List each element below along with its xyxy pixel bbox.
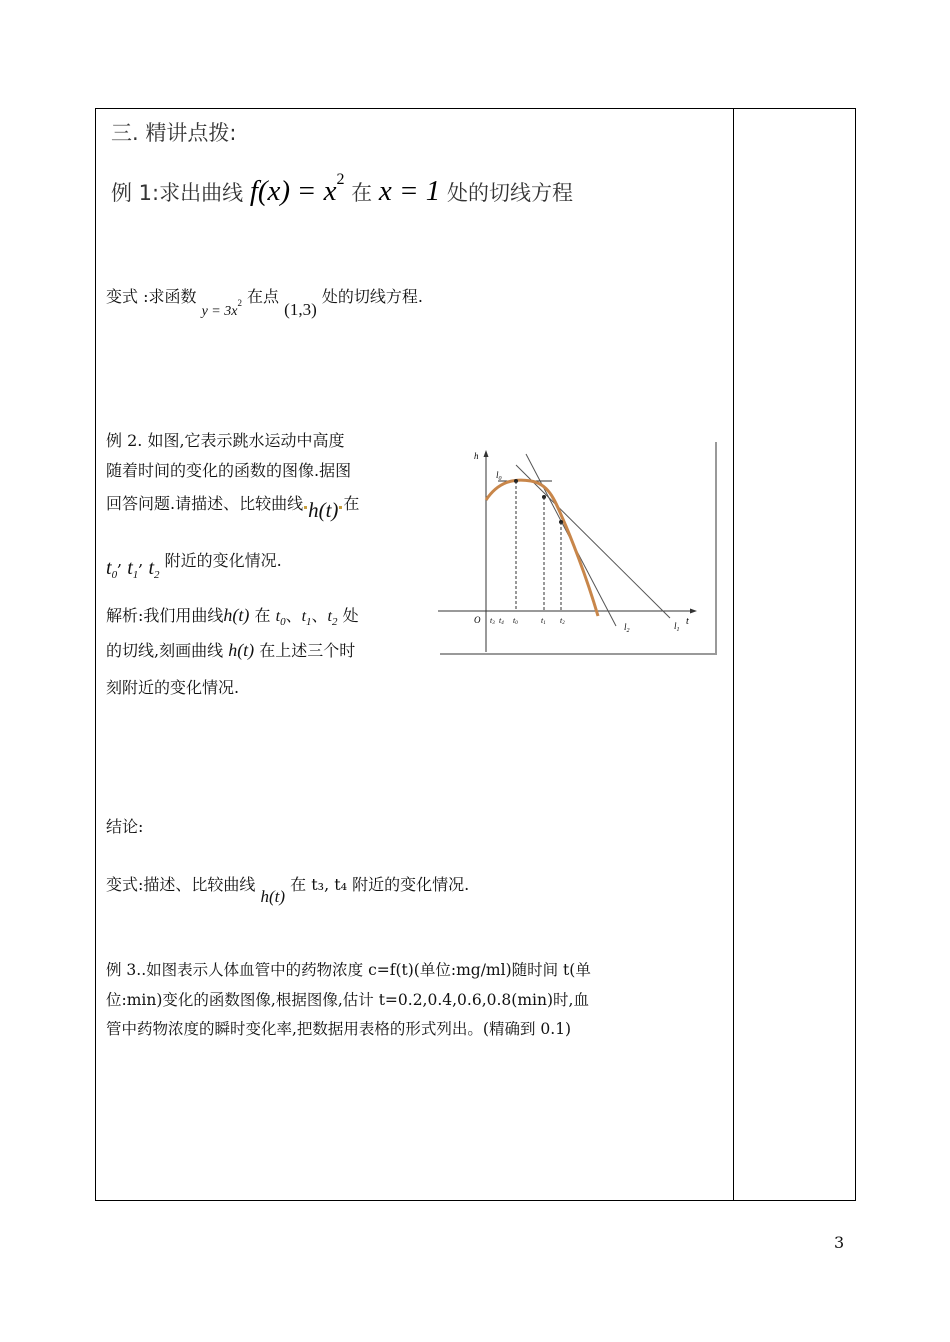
tick-t1 [541, 616, 546, 626]
analysis-sep1: 、 [285, 606, 302, 625]
ex3-line2: 位:min)变化的函数图像,根据图像,估计 t=0.2,0.4,0.6,0.8(min)时,血 [106, 991, 589, 1009]
analysis-sep2: 、 [311, 606, 328, 625]
l2-sub: 2 [626, 628, 630, 634]
ex3-line1: 例 3..如图表示人体血管中的药物浓度 c=f(t)(单位:mg/ml)随时间 t(单 [106, 961, 591, 979]
ex3-line3: 管中药物浓度的瞬时变化率,把数据用表格的形式列出。(精确到 0.1) [106, 1020, 572, 1038]
l1-letter: l [674, 621, 677, 631]
l2-letter: l [624, 622, 627, 632]
analysis-line2-post: 在上述三个时 [259, 641, 356, 660]
ex2-line4: $t_0$, $t_1$, $t_2$ 附近的变化情况. [106, 551, 282, 581]
variant-2 [106, 875, 470, 906]
origin-label: O [474, 615, 481, 625]
notes-cell [734, 108, 856, 1201]
tick-t0-letter: t [513, 616, 516, 625]
conclusion: 结论: [106, 817, 144, 836]
analysis-line2-pre: 的切线,刻画曲线 [106, 641, 224, 660]
variant1-func: y = 3x [201, 304, 238, 319]
h-axis-arrow [484, 450, 489, 457]
tick-t0-sub: 0 [515, 621, 518, 626]
analysis-t0-sub: 0 [280, 616, 286, 628]
ex1-prefix: 例 1:求出曲线 [111, 181, 244, 205]
tick-t4-sub: 4 [501, 621, 504, 626]
variant1-point: (1,3) [284, 300, 317, 319]
ex2-line3-post: 在 [343, 494, 360, 513]
tick-t4 [499, 616, 504, 626]
variant1-exp: 2 [237, 298, 242, 308]
analysis-t1: t [301, 608, 307, 625]
ex2-t2-sub: 2 [154, 569, 160, 581]
variant1-mid: 在点 [247, 287, 280, 306]
tick-t1-letter: t [541, 616, 544, 625]
ex1-exp: 2 [336, 171, 345, 188]
ex1-eq: = x [296, 175, 337, 207]
tick-t3-sub: 3 [492, 621, 495, 626]
diving-height-figure [438, 440, 720, 658]
ex2-t1-sub: 1 [132, 569, 139, 581]
ex2-line4-post: 附近的变化情况. [164, 551, 282, 570]
tick-t2 [560, 616, 565, 626]
section-heading: 三. 精讲点拨: [111, 121, 237, 145]
ex2-line3 [106, 492, 360, 522]
l0-letter: l [496, 470, 499, 480]
l2-label [624, 622, 630, 634]
tick-t4-letter: t [499, 616, 502, 625]
curve-h-t [486, 480, 598, 616]
tick-t3-letter: t [490, 616, 493, 625]
h-axis-label: h [474, 451, 479, 461]
ex2-t0-sub: 0 [111, 569, 118, 581]
ex2-line3-pre: 回答问题.请描述、比较曲线 [106, 494, 304, 513]
ex1-suffix: 处的切线方程 [446, 181, 573, 205]
analysis-t2: t [327, 608, 332, 625]
analysis-in: 在 [254, 606, 271, 625]
l0-label [496, 470, 502, 482]
analysis-line2 [106, 640, 355, 661]
example-1 [111, 163, 573, 210]
ex1-mid: 在 [351, 181, 373, 205]
variant2-pre: 变式:描述、比较曲线 [106, 875, 256, 894]
analysis-t2-sub: 2 [332, 616, 338, 628]
analysis-t1-sub: 1 [306, 616, 312, 628]
ex2-ht: h(t) [308, 498, 339, 522]
ex2-t2: t [148, 557, 155, 579]
tick-t2-letter: t [560, 616, 563, 625]
page-number: 3 [834, 1233, 845, 1252]
variant1-suffix: 处的切线方程. [321, 287, 423, 306]
ex1-xeq: x = 1 [378, 175, 441, 207]
variant2-ht: h(t) [260, 887, 286, 906]
analysis-pre: 解析:我们用曲线 [106, 606, 224, 625]
tick-t3 [490, 616, 495, 626]
analysis-t0: t [275, 608, 281, 625]
analysis-place: 处 [342, 606, 359, 625]
l1-label [674, 621, 680, 633]
ex2-line2: 随着时间的变化的函数的图像.据图 [106, 461, 352, 480]
l1-sub: 1 [676, 627, 680, 633]
variant1-prefix: 变式 :求函数 [106, 287, 197, 306]
ex2-t0: t [106, 557, 112, 579]
analysis-line3: 刻附近的变化情况. [106, 678, 240, 697]
ex2-line1: 例 2. 如图,它表示跳水运动中高度 [106, 431, 345, 450]
ex1-fx: f(x) [249, 175, 291, 207]
analysis-line1 [106, 605, 359, 632]
analysis-ht-2: h(t) [228, 640, 255, 660]
analysis-ht: h(t) [223, 605, 250, 625]
l0-sub: 0 [498, 476, 502, 482]
ex2-t1: t [127, 557, 133, 579]
tick-t2-sub: 2 [562, 621, 565, 626]
variant2-post: 在 t₃, t₄ 附近的变化情况. [290, 875, 470, 894]
tick-t0 [513, 616, 518, 626]
tick-t1-sub: 1 [543, 621, 546, 626]
t-axis-arrow [690, 609, 697, 614]
t-axis-label: t [686, 616, 689, 627]
variant-1 [106, 287, 423, 319]
